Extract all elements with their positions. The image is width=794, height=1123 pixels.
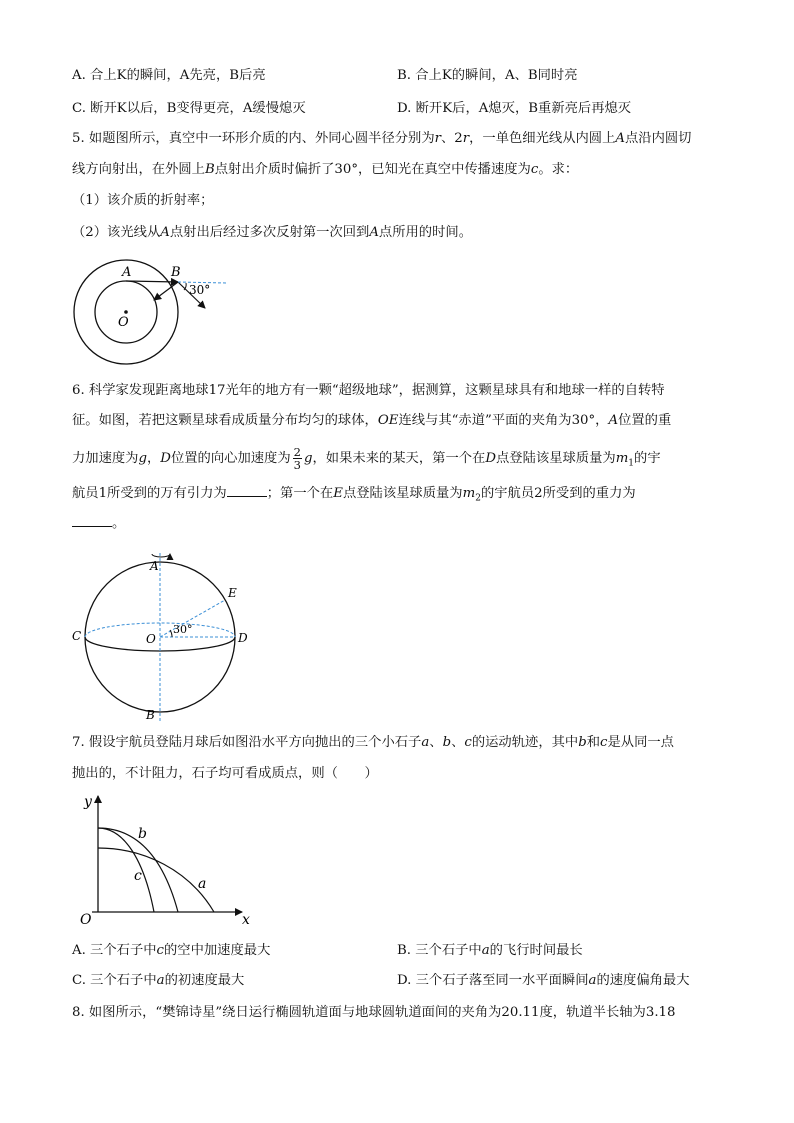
q5-ring-figure: [68, 262, 238, 366]
label-c: c: [134, 868, 142, 884]
label-a: A: [150, 559, 159, 573]
answer-blank-2[interactable]: [72, 513, 112, 527]
label-b: B: [146, 708, 155, 722]
label-a: a: [198, 876, 207, 892]
label-b: B: [171, 265, 181, 280]
answer-blank-1[interactable]: [227, 483, 267, 497]
label-e: E: [228, 586, 237, 600]
q4-option-a: A. 合上K的瞬间，A先亮，B后亮: [72, 68, 266, 83]
label-o: O: [118, 315, 129, 330]
q6-line-4: 航员1所受到的万有引力为 ；第一个在E点登陆该星球质量为$m_2$的宇航员2所受到的重力为: [72, 483, 636, 509]
label-b: b: [138, 826, 147, 842]
label-angle: 30°: [189, 283, 211, 297]
q6-line-3: 力加速度为g，D位置的向心加速度为 $\frac{2}{3}$ g，如果未来的某天，第一个在D点登陆该星球质量为$m_1$的宇: [72, 445, 661, 472]
rotation-arrow: [152, 554, 170, 557]
label-o: O: [146, 632, 156, 646]
q4-option-d: D. 断开K后，A熄灭，B重新亮后再熄灭: [397, 101, 632, 116]
q7-option-a: A. 三个石子中c的空中加速度最大: [72, 943, 271, 958]
ray-b-reflected: [154, 282, 178, 300]
label-d: D: [238, 631, 248, 645]
center-dot: [124, 310, 128, 314]
q7-trajectory-figure: [74, 790, 264, 930]
q5-line-2: 线方向射出，在外圆上B点射出介质时偏折了30°，已知光在真空中传播速度为c。求：: [72, 162, 579, 177]
q7-option-d: D. 三个石子落至同一水平面瞬间a的速度偏角最大: [397, 973, 690, 988]
q4-option-b: B. 合上K的瞬间，A、B同时亮: [397, 68, 578, 83]
q8-line-1: 8. 如图所示，“樊锦诗星”绕日运行椭圆轨道面与地球圆轨道面间的夹角为20.11度，轨道半长轴为3.18: [72, 1005, 676, 1020]
fraction-two-thirds: $\frac{2}{3}$: [293, 445, 301, 472]
q6-line-5: 。: [72, 513, 125, 534]
q6-sphere-figure: [66, 545, 262, 725]
q4-option-c: C. 断开K以后，B变得更亮，A缓慢熄灭: [72, 101, 306, 116]
label-angle: 30°: [173, 623, 193, 636]
angle-arc: [170, 630, 172, 637]
q7-line-2: 抛出的，不计阻力，石子均可看成质点，则（ ）: [72, 766, 378, 781]
q6-line-2: 征。如图，若把这颗星球看成质量分布均匀的球体，OE连线与其“赤道”平面的夹角为30°，A位置的重: [72, 413, 672, 428]
label-y: y: [84, 794, 92, 810]
q7-option-c: C. 三个石子中a的初速度最大: [72, 973, 245, 988]
q5-sub-question-2: （2）该光线从A点射出后经过多次反射第一次回到A点所用的时间。: [72, 225, 472, 240]
label-x: x: [242, 912, 250, 928]
q7-option-b: B. 三个石子中a的飞行时间最长: [397, 943, 583, 958]
q7-line-1: 7. 假设宇航员登陆月球后如图沿水平方向抛出的三个小石子a、b、c的运动轨迹，其中b和c是从同一点: [72, 735, 674, 750]
trajectory-a: [98, 848, 214, 912]
label-o: O: [80, 912, 92, 928]
q5-sub-question-1: （1）该介质的折射率；: [72, 193, 214, 208]
q5-line-1: 5. 如题图所示，真空中一环形介质的内、外同心圆半径分别为r、2r，一单色细光线从内圆上A点沿内圆切: [72, 131, 692, 146]
label-c: C: [72, 629, 82, 643]
radius-oe: [160, 600, 225, 637]
q6-line-1: 6. 科学家发现距离地球17光年的地方有一颗“超级地球”，据测算，这颗星球具有和地球一样的自转特: [72, 383, 665, 398]
label-a: A: [122, 265, 132, 280]
